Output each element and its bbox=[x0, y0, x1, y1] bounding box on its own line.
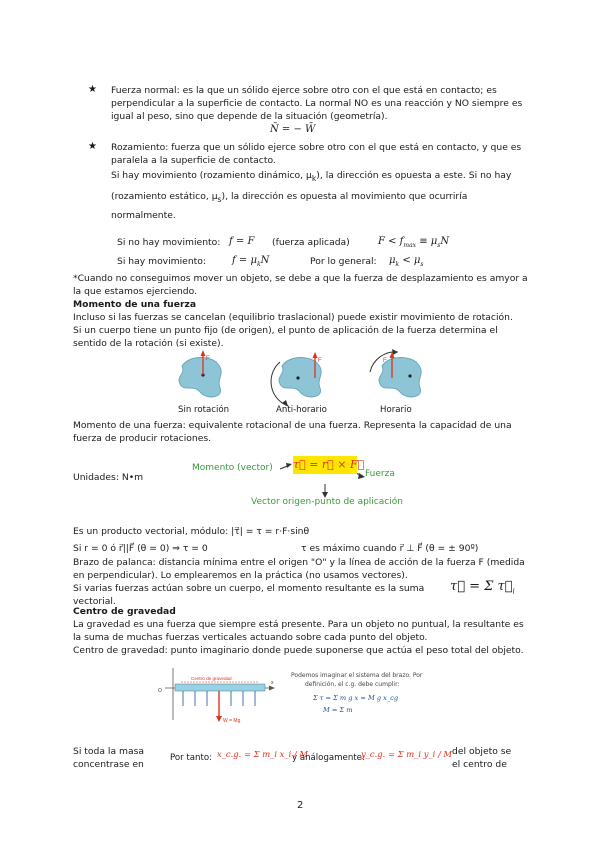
normal-line2: perpendicular a la superficie de contacto. La normal NO es una reacción y NO siempre es bbox=[111, 98, 523, 109]
roz-line2: paralela a la superficie de contacto. bbox=[111, 155, 276, 166]
fig-eq1: Σ τ = Σ m g x = M g x_cg bbox=[313, 694, 399, 702]
roz-line5: normalmente. bbox=[111, 210, 176, 221]
fig-label-sin-rotacion: Sin rotación bbox=[178, 405, 230, 415]
brazo-line2: en perpendicular). Lo emplearemos en la práctica (no usamos vectores). bbox=[73, 570, 408, 581]
momento-heading: Momento de una fuerza bbox=[73, 299, 197, 310]
left-line2: concentrase en bbox=[73, 759, 144, 770]
no-mov-label: Si no hay movimiento: bbox=[117, 237, 221, 248]
bullet-star-icon: ★ bbox=[88, 84, 97, 95]
brazo-line1: Brazo de palanca: distancia mínima entre el origen "O" y la línea de acción de la fuerza F (medida bbox=[73, 557, 525, 568]
cg-label: Centro de gravedad bbox=[191, 676, 232, 681]
force-label: F bbox=[206, 356, 210, 362]
gravity-figure bbox=[155, 666, 280, 724]
momento-def1: Momento de una fuerza: equivalente rotacional de una fuerza. Representa la capacidad de una bbox=[73, 420, 512, 431]
normal-line3: igual al peso, sino que depende de la situación (geometría). bbox=[111, 111, 388, 122]
gravedad-heading: Centro de gravedad bbox=[73, 606, 176, 617]
analog-label: y análogamente: bbox=[292, 753, 365, 763]
general-label: Por lo general: bbox=[310, 256, 377, 267]
bullet-star-icon: ★ bbox=[88, 141, 97, 152]
eq-right-label: Fuerza bbox=[365, 469, 395, 479]
roz-line4: (rozamiento estático, $\mu_s$), la dirección es opuesta al movimiento que ocurriría bbox=[111, 191, 468, 204]
no-mov-formula2: $F < f_{max} \equiv \mu_sN$ bbox=[378, 236, 450, 249]
origin-label: O bbox=[158, 688, 162, 694]
mov-formula: $f = \mu_kN$ bbox=[232, 255, 270, 268]
no-mov-formula: f = F bbox=[229, 236, 255, 247]
note-line1: *Cuando no conseguimos mover un objeto, se debe a que la fuerza de desplazamiento es amyor a bbox=[73, 273, 528, 284]
momento-p3: sentido de la rotación (si existe). bbox=[73, 338, 224, 349]
units-label: Unidades: N•m bbox=[73, 472, 144, 483]
gravedad-p1: La gravedad es una fuerza que siempre está presente. Para un objeto no puntual, la resultante es bbox=[73, 619, 524, 630]
varias-line1: Si varias fuerzas actúan sobre un cuerpo, el momento resultante es la suma bbox=[73, 583, 425, 594]
fig-eq2: M = Σ m bbox=[323, 706, 353, 714]
eq-left-label: Momento (vector) bbox=[192, 463, 273, 473]
ycg-formula: y_c.g. = Σ m_i y_i / M bbox=[361, 749, 453, 759]
no-mov-note: (fuerza aplicada) bbox=[272, 237, 350, 248]
axis-x-label: x bbox=[271, 680, 274, 686]
zero-line: Si r = 0 ó r⃗||F⃗ (θ = 0) ⇒ τ = 0 bbox=[73, 543, 208, 554]
svg-text:F: F bbox=[318, 358, 322, 364]
general-formula: $\mu_k < \mu_s$ bbox=[389, 255, 424, 268]
varias-line2: vectorial. bbox=[73, 596, 116, 607]
fig-label-anti-horario: Anti-horario bbox=[276, 405, 327, 415]
equation-box: τ⃗ = r⃗ × F⃗ bbox=[293, 456, 357, 474]
svg-text:F: F bbox=[383, 358, 387, 364]
gravedad-p2: la suma de muchas fuerzas verticales actuando sobre cada punto del objeto. bbox=[73, 632, 428, 643]
gravedad-p3: Centro de gravedad: punto imaginario donde puede suponerse que actúa el peso total del objeto. bbox=[73, 645, 524, 656]
figure-horario bbox=[370, 349, 421, 397]
momento-p2: Si un cuerpo tiene un punto fijo (de origen), el punto de aplicación de la fuerza determina el bbox=[73, 325, 498, 336]
vec-line: Es un producto vectorial, módulo: |τ⃗| = τ = r·F·sinθ bbox=[73, 526, 310, 537]
eq-bottom-label: Vector origen-punto de aplicación bbox=[251, 497, 403, 507]
fig-text2: definición, el c.g. debe cumplir: bbox=[305, 681, 400, 688]
normal-formula: N̄ = − W̄ bbox=[270, 124, 316, 135]
momento-def2: fuerza de producir rotaciones. bbox=[73, 433, 212, 444]
left-line1: Si toda la masa bbox=[73, 746, 145, 757]
portanto-label: Por tanto: bbox=[170, 753, 213, 763]
roz-line1: Rozamiento: fuerza que un sólido ejerce sobre otro con el que está en contacto, y que es bbox=[111, 142, 522, 153]
mov-label: Si hay movimiento: bbox=[117, 256, 206, 267]
figure-sin-rotacion bbox=[179, 350, 221, 397]
normal-line1: Fuerza normal: es la que un sólido ejerce sobre otro con el que está en contacto; es bbox=[111, 85, 497, 96]
roz-line3: Si hay movimiento (rozamiento dinámico, $\mu_k$), la dirección es opuesta a este. Si no hay bbox=[111, 170, 512, 183]
page-number: 2 bbox=[297, 800, 304, 811]
xcg-formula: x_c.g. = Σ m_i x_i / M bbox=[217, 749, 308, 759]
figure-anti-horario bbox=[271, 352, 322, 406]
max-line: τ es máximo cuando r⃗ ⊥ F⃗ (θ = ± 90º) bbox=[301, 543, 479, 554]
right-line2: el centro de bbox=[452, 759, 507, 770]
right-line1: del objeto se bbox=[452, 746, 512, 757]
sum-formula: τ⃗ = Σ $\tau⃗_i$ bbox=[450, 579, 515, 596]
fig-text1: Podemos imaginar el sistema del brazo. Por bbox=[291, 672, 423, 679]
note-line2: la que estamos ejerciendo. bbox=[73, 286, 198, 297]
weight-label: W = Mg bbox=[223, 718, 241, 724]
fig-label-horario: Horario bbox=[380, 405, 412, 415]
momento-p1: Incluso si las fuerzas se cancelan (equilibrio traslacional) puede existir movimiento de rotación. bbox=[73, 312, 513, 323]
